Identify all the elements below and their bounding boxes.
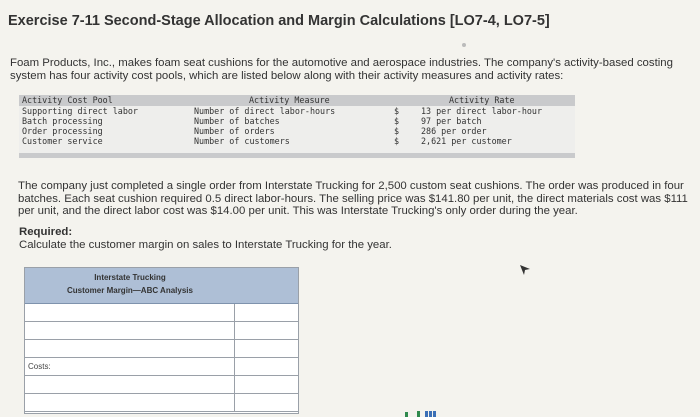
activity-table-header <box>19 95 575 106</box>
answer-row <box>25 394 298 412</box>
answer-row <box>25 376 298 394</box>
answer-row <box>25 304 298 322</box>
costs-label-cell <box>25 358 173 375</box>
answer-label-input[interactable] <box>25 304 173 321</box>
required-instruction: Calculate the customer margin on sales to Interstate Trucking for the year. <box>19 239 392 251</box>
table-row-pool: Supporting direct labor <box>22 106 138 116</box>
table-row-dollar: $ <box>394 126 400 136</box>
mouse-pointer-icon <box>519 264 531 276</box>
answer-label-input[interactable] <box>25 394 173 411</box>
loading-indicator-icon <box>405 409 445 417</box>
table-row-pool: Batch processing <box>22 116 103 126</box>
answer-row <box>25 340 298 358</box>
table-row-dollar: $ <box>394 136 400 146</box>
customer-margin-answer-table <box>24 267 299 414</box>
table-row-measure: Number of customers <box>194 136 290 146</box>
answer-row <box>25 322 298 340</box>
table-row-dollar: $ <box>394 106 400 116</box>
answer-amount-input[interactable] <box>172 394 235 411</box>
answer-total-input[interactable] <box>235 322 297 339</box>
answer-table-subtitle: Customer Margin—ABC Analysis <box>67 286 193 295</box>
answer-total-input[interactable] <box>235 394 297 411</box>
answer-row-costs <box>25 358 298 376</box>
table-row-pool: Customer service <box>22 136 103 146</box>
answer-label-input[interactable] <box>25 340 173 357</box>
answer-total-input[interactable] <box>235 340 297 357</box>
activity-rate-table <box>19 95 575 158</box>
answer-label-input[interactable] <box>25 376 173 393</box>
header-activity-rate: Activity Rate <box>449 95 515 105</box>
required-label: Required: <box>19 226 73 238</box>
answer-label-input[interactable] <box>25 322 173 339</box>
table-row-measure: Number of direct labor-hours <box>194 106 336 116</box>
answer-total-input[interactable] <box>235 304 297 321</box>
stray-mark <box>462 43 466 47</box>
answer-amount-input[interactable] <box>172 322 235 339</box>
header-activity-measure: Activity Measure <box>249 95 330 105</box>
answer-total-input[interactable] <box>235 376 297 393</box>
exercise-title: Exercise 7-11 Second-Stage Allocation and Margin Calculations [LO7-4, LO7-5] <box>8 13 550 29</box>
answer-table-header <box>25 268 298 304</box>
table-row-rate: 2,621 per customer <box>421 136 512 146</box>
costs-label: Costs: <box>28 362 51 371</box>
answer-amount-input[interactable] <box>172 376 235 393</box>
answer-amount-input[interactable] <box>172 340 235 357</box>
answer-table-title: Interstate Trucking <box>94 273 166 282</box>
table-row-rate: 286 per order <box>421 126 487 136</box>
table-row-pool: Order processing <box>22 126 103 136</box>
activity-table-footer <box>19 153 575 158</box>
table-row-measure: Number of orders <box>194 126 275 136</box>
header-activity-cost-pool: Activity Cost Pool <box>22 95 113 105</box>
intro-paragraph: Foam Products, Inc., makes foam seat cushions for the automotive and aerospace industries. The company's activity-based costing system has four activity cost pools, which are listed below along with their activity measures and activity rates: <box>10 57 673 82</box>
table-row-measure: Number of batches <box>194 116 280 126</box>
table-row-rate: 13 per direct labor-hour <box>421 106 543 116</box>
scenario-paragraph: The company just completed a single order from Interstate Trucking for 2,500 custom seat cushions. The order was produced in four batches. Each seat cushion required 0.5 direct labor-hours. The selling price was $141.80 per unit, the direct materials cost was $111 per unit, and the direct labor cost was $14.00 per unit. This was Interstate Trucking's only order during the year. <box>18 180 688 217</box>
answer-amount-input[interactable] <box>172 304 235 321</box>
table-row-rate: 97 per batch <box>421 116 482 126</box>
table-row-dollar: $ <box>394 116 400 126</box>
answer-total-input[interactable] <box>235 358 297 375</box>
answer-amount-input[interactable] <box>172 358 235 375</box>
